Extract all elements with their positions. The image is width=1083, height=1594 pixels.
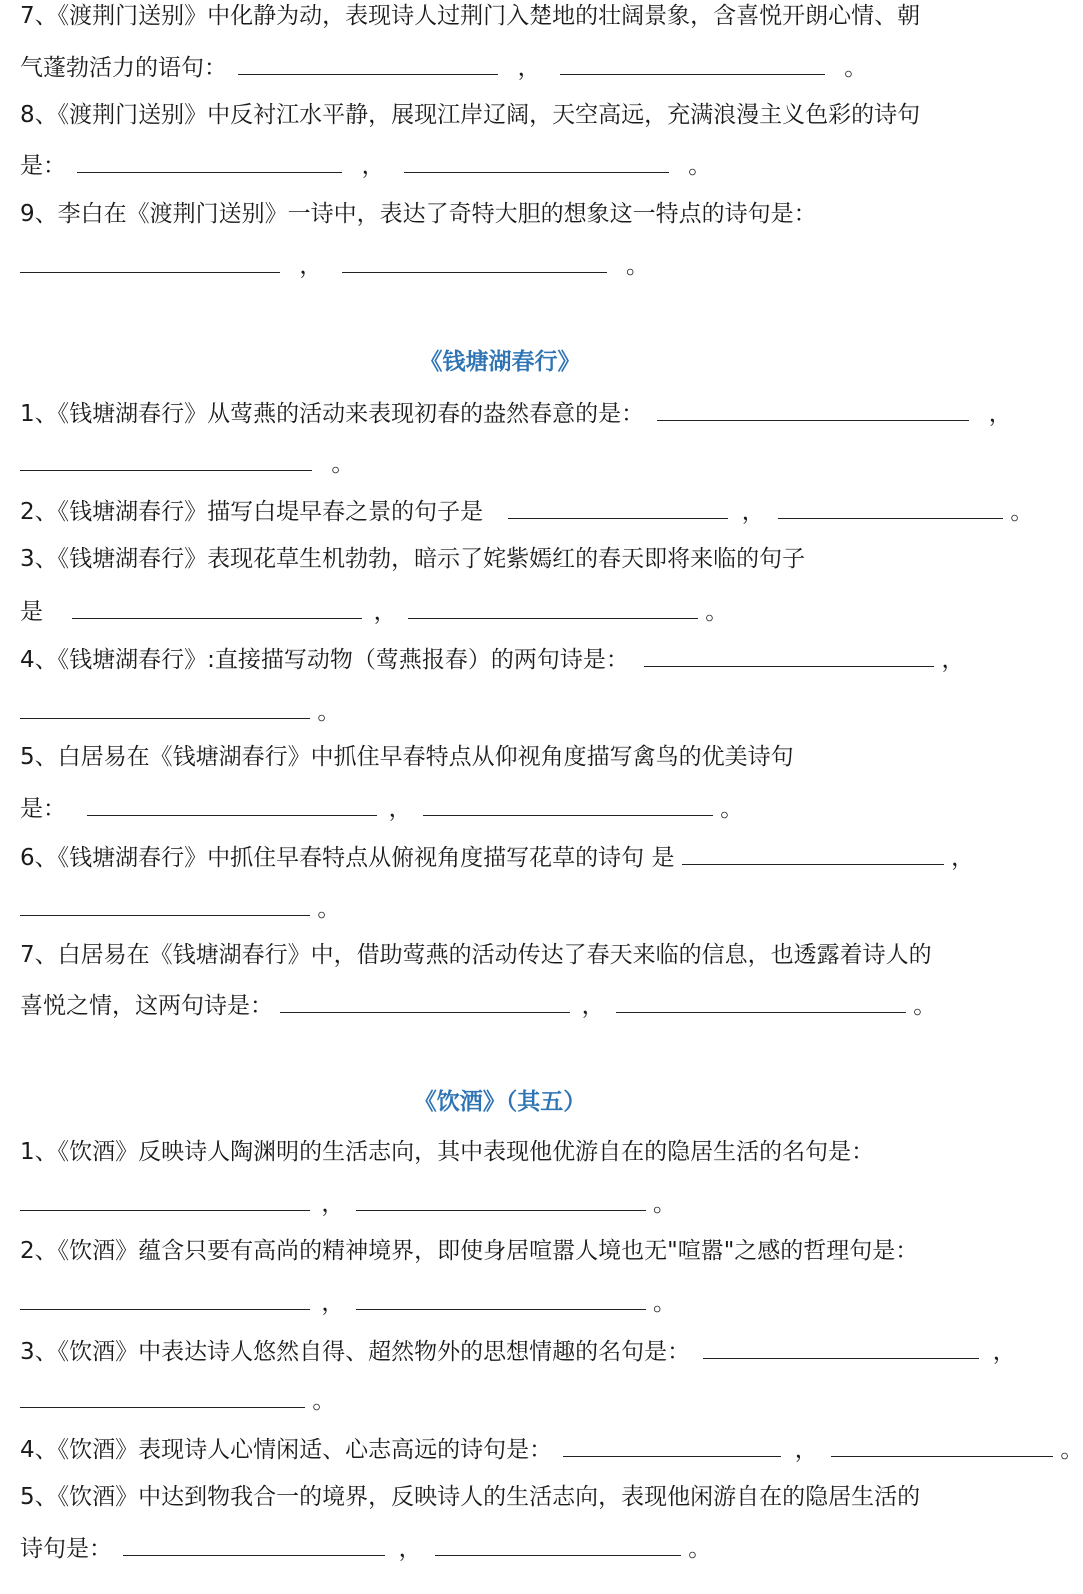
question-line	[20, 1434, 1083, 1464]
answer-blank[interactable]	[616, 990, 906, 1013]
question-line	[20, 1336, 1016, 1366]
period-mark: 。	[720, 796, 744, 822]
section-title: 《钱塘湖春行》	[419, 349, 581, 375]
answer-prefix: 气蓬勃活力的语句：	[20, 55, 227, 81]
question-text: 5、《饮酒》中达到物我合一的境界，反映诗人的生活志向，表现他闲游自在的隐居生活的	[20, 1484, 921, 1510]
answer-prefix: 是：	[20, 153, 66, 179]
question-text: 2、《钱塘湖春行》描写白堤早春之景的句子是	[20, 499, 484, 525]
question-text: 3、《饮酒》中表达诗人悠然自得、超然物外的思想情趣的名句是：	[20, 1339, 691, 1365]
period-mark: 。	[312, 1388, 336, 1414]
answer-blank[interactable]	[423, 793, 713, 816]
period-mark: 。	[688, 1536, 712, 1562]
comma-mark: ，	[398, 1536, 422, 1562]
answer-blank[interactable]	[831, 1434, 1053, 1457]
question-line	[20, 545, 805, 575]
answer-blank[interactable]	[508, 496, 728, 519]
question-text: 7、《渡荆门送别》中化静为动，表现诗人过荆门入楚地的壮阔景象，含喜悦开朗心情、朝	[20, 3, 921, 29]
comma-mark: ，	[388, 796, 412, 822]
answer-prefix: 是	[20, 599, 43, 625]
question-line	[20, 842, 974, 872]
question-line	[20, 1237, 918, 1267]
comma-mark: ，	[361, 153, 385, 179]
comma-mark: ，	[581, 993, 605, 1019]
answer-blank[interactable]	[560, 52, 825, 75]
question-line	[20, 941, 932, 971]
question-line	[20, 743, 794, 773]
comma-mark: ，	[988, 401, 1012, 427]
answer-prefix: 喜悦之情，这两句诗是：	[20, 993, 273, 1019]
answer-blank[interactable]	[342, 250, 607, 273]
question-text: 1、《钱塘湖春行》从莺燕的活动来表现初春的盎然春意的是：	[20, 401, 645, 427]
answer-blank[interactable]	[703, 1336, 979, 1359]
answer-line	[20, 893, 340, 923]
answer-blank[interactable]	[356, 1287, 646, 1310]
answer-line	[20, 990, 936, 1020]
comma-mark: ，	[373, 599, 397, 625]
question-line	[20, 1483, 920, 1513]
answer-blank[interactable]	[238, 52, 498, 75]
answer-blank[interactable]	[356, 1188, 646, 1211]
answer-blank[interactable]	[408, 596, 698, 619]
question-line	[20, 2, 920, 32]
question-text: 4、《饮酒》表现诗人心情闲适、心志高远的诗句是：	[20, 1437, 553, 1463]
answer-line	[20, 1533, 711, 1563]
answer-blank[interactable]	[280, 990, 570, 1013]
answer-blank[interactable]	[20, 1287, 310, 1310]
question-line	[20, 644, 965, 674]
comma-mark: ，	[941, 647, 965, 673]
question-text: 8、《渡荆门送别》中反衬江水平静，展现江岸辽阔，天空高远，充满浪漫主义色彩的诗句	[20, 102, 921, 128]
question-text: 2、《饮酒》蕴含只要有高尚的精神境界，即使身居喧嚣人境也无"喧嚣"之感的哲理句是：	[20, 1238, 919, 1264]
answer-line	[20, 448, 354, 478]
answer-blank[interactable]	[435, 1533, 681, 1556]
period-mark: 。	[317, 896, 341, 922]
question-text: 4、《钱塘湖春行》:直接描写动物（莺燕报春）的两句诗是：	[20, 647, 629, 673]
answer-blank[interactable]	[20, 696, 310, 719]
answer-line	[20, 793, 743, 823]
question-text: 3、《钱塘湖春行》表现花草生机勃勃，暗示了姹紫嫣红的春天即将来临的句子	[20, 546, 806, 572]
answer-blank[interactable]	[778, 496, 1003, 519]
answer-blank[interactable]	[77, 150, 342, 173]
section-title: 《饮酒》（其五）	[413, 1089, 587, 1115]
answer-line	[20, 1188, 676, 1218]
period-mark: 。	[331, 451, 355, 477]
answer-line	[20, 52, 867, 82]
question-text: 5、白居易在《钱塘湖春行》中抓住早春特点从仰视角度描写禽鸟的优美诗句	[20, 744, 794, 770]
comma-mark: ，	[992, 1339, 1016, 1365]
answer-prefix: 是：	[20, 796, 66, 822]
comma-mark: ，	[794, 1437, 818, 1463]
period-mark: 。	[844, 55, 868, 81]
question-line	[20, 200, 817, 230]
answer-blank[interactable]	[644, 644, 934, 667]
answer-blank[interactable]	[20, 893, 310, 916]
answer-blank[interactable]	[657, 398, 969, 421]
answer-line	[20, 1385, 335, 1415]
period-mark: 。	[705, 599, 729, 625]
comma-mark: ，	[517, 55, 541, 81]
comma-mark: ，	[321, 1191, 345, 1217]
question-text: 7、白居易在《钱塘湖春行》中，借助莺燕的活动传达了春天来临的信息，也透露着诗人的	[20, 942, 932, 968]
period-mark: 。	[688, 153, 712, 179]
answer-blank[interactable]	[72, 596, 362, 619]
period-mark: 。	[625, 253, 649, 279]
answer-blank[interactable]	[682, 842, 944, 865]
answer-line	[20, 696, 340, 726]
answer-blank[interactable]	[87, 793, 377, 816]
question-line	[20, 398, 1012, 428]
comma-mark: ，	[951, 845, 975, 871]
answer-line	[20, 1287, 676, 1317]
question-line	[20, 1138, 874, 1168]
comma-mark: ，	[741, 499, 765, 525]
answer-blank[interactable]	[563, 1434, 781, 1457]
answer-blank[interactable]	[20, 250, 280, 273]
period-mark: 。	[1060, 1437, 1083, 1463]
answer-blank[interactable]	[20, 448, 312, 471]
comma-mark: ，	[321, 1290, 345, 1316]
answer-blank[interactable]	[20, 1385, 305, 1408]
period-mark: 。	[913, 993, 937, 1019]
question-text: 1、《饮酒》反映诗人陶渊明的生活志向，其中表现他优游自在的隐居生活的名句是：	[20, 1139, 875, 1165]
period-mark: 。	[1010, 499, 1034, 525]
question-text: 6、《钱塘湖春行》中抓住早春特点从俯视角度描写花草的诗句 是	[20, 845, 675, 871]
period-mark: 。	[317, 699, 341, 725]
answer-line	[20, 250, 649, 280]
comma-mark: ，	[299, 253, 323, 279]
answer-blank[interactable]	[123, 1533, 385, 1556]
question-line	[20, 496, 1033, 526]
answer-blank[interactable]	[404, 150, 669, 173]
period-mark: 。	[652, 1290, 676, 1316]
question-text: 9、李白在《渡荆门送别》一诗中，表达了奇特大胆的想象这一特点的诗句是：	[20, 201, 817, 227]
question-line	[20, 101, 920, 131]
period-mark: 。	[652, 1191, 676, 1217]
answer-blank[interactable]	[20, 1188, 310, 1211]
answer-line	[20, 596, 728, 626]
answer-line	[20, 150, 711, 180]
answer-prefix: 诗句是：	[20, 1536, 112, 1562]
